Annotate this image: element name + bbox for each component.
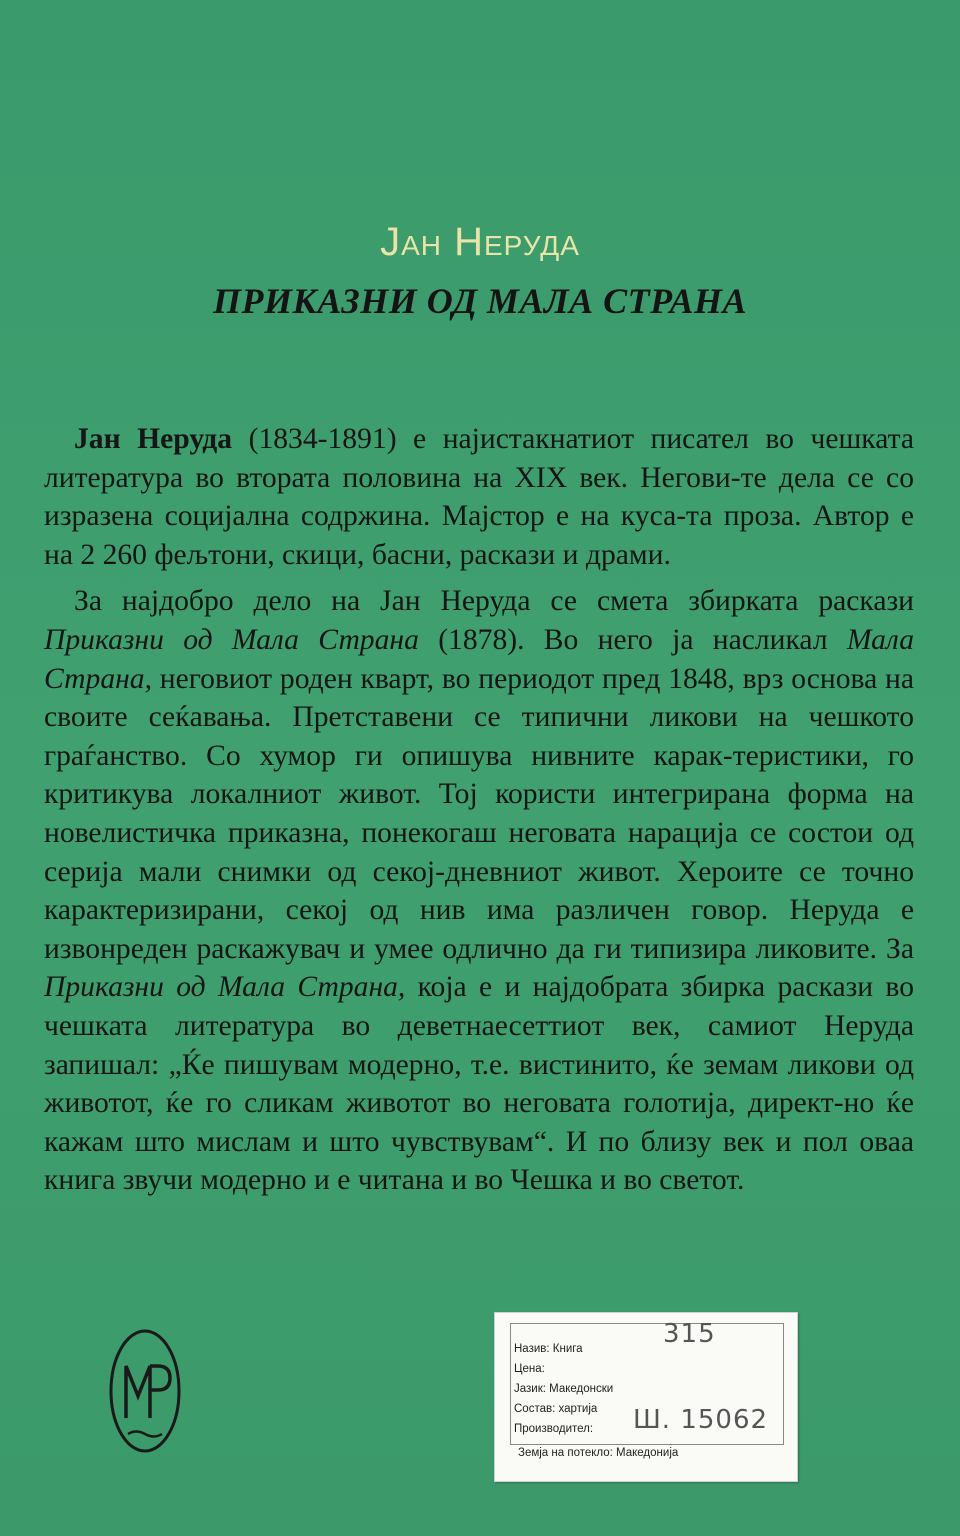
p2-text-1: За најдобро дело на Јан Неруда се смета збирката раскази — [74, 585, 914, 618]
paragraph-2 — [44, 582, 914, 1200]
product-label — [494, 1312, 798, 1482]
publisher-monogram-icon — [106, 1326, 184, 1456]
p2-text-4: која е и најдобрата збирка раскази во чешката литература во деветнаесеттиот век, самиот Неруда запишал: „Ќе пишувам модерно, т.е. вистинито, ќе земам ликови од животот, ќе го сликам животот во неговата голотија, директ-но ќе кажам што мислам и што чувствувам“. И по близу век и пол оваа книга звучи модерно и е читана и во Чешка и во светот. — [44, 971, 914, 1197]
label-producer: Производител: — [514, 1423, 594, 1435]
author-name: Јан Неруда — [380, 220, 580, 264]
label-country: Земја на потекло: Македонија — [518, 1447, 679, 1459]
handwritten-number: 315 — [663, 1319, 716, 1349]
paragraph-1 — [44, 420, 914, 574]
p2-text-2: (1878). Во него ја насликал — [418, 623, 847, 656]
label-material: Состав: хартија — [514, 1403, 598, 1415]
handwritten-code: Ш. 15062 — [633, 1405, 769, 1435]
p2-italic-2: Мала Страна, — [44, 623, 914, 695]
book-title: ПРИКАЗНИ ОД МАЛА СТРАНА — [212, 281, 748, 321]
p2-italic-1: Приказни од Мала Страна — [44, 623, 419, 656]
author-bold: Јан Неруда — [74, 423, 233, 455]
label-price: Цена: — [514, 1363, 545, 1375]
label-language: Јазик: Македонски — [514, 1383, 614, 1395]
p2-italic-3: Приказни од Мала Страна, — [44, 971, 406, 1004]
description-text — [44, 420, 914, 1208]
p2-text-3: неговиот роден кварт, во периодот пред 1848, врз основа на своите сеќавања. Претставени се типични ликови на чешкото граѓанство. Со хумор ги опишува нивните карак-теристики, го критикува локалниот живот. Тој користи интегрирана форма на новелистичка приказна, понекогаш неговата нарација се состои од серија мали снимки од секој-дневниот живот. Хероите се точно карактеризирани, секој од нив има различен говор. Неруда е извонреден раскажувач и умее одлично да ги типизира ликовите. За — [44, 662, 914, 965]
paragraph-1-text: (1834-1891) е најистакнатиот писател во чешката литература во втората половина на XIX век. Негови-те дела се со изразена социјална содржина. Мајстор е на куса-та проза. Автор е на 2 260 фељтони, скици, басни, раскази и драми. — [44, 423, 915, 571]
label-name: Назив: Книга — [514, 1343, 583, 1355]
